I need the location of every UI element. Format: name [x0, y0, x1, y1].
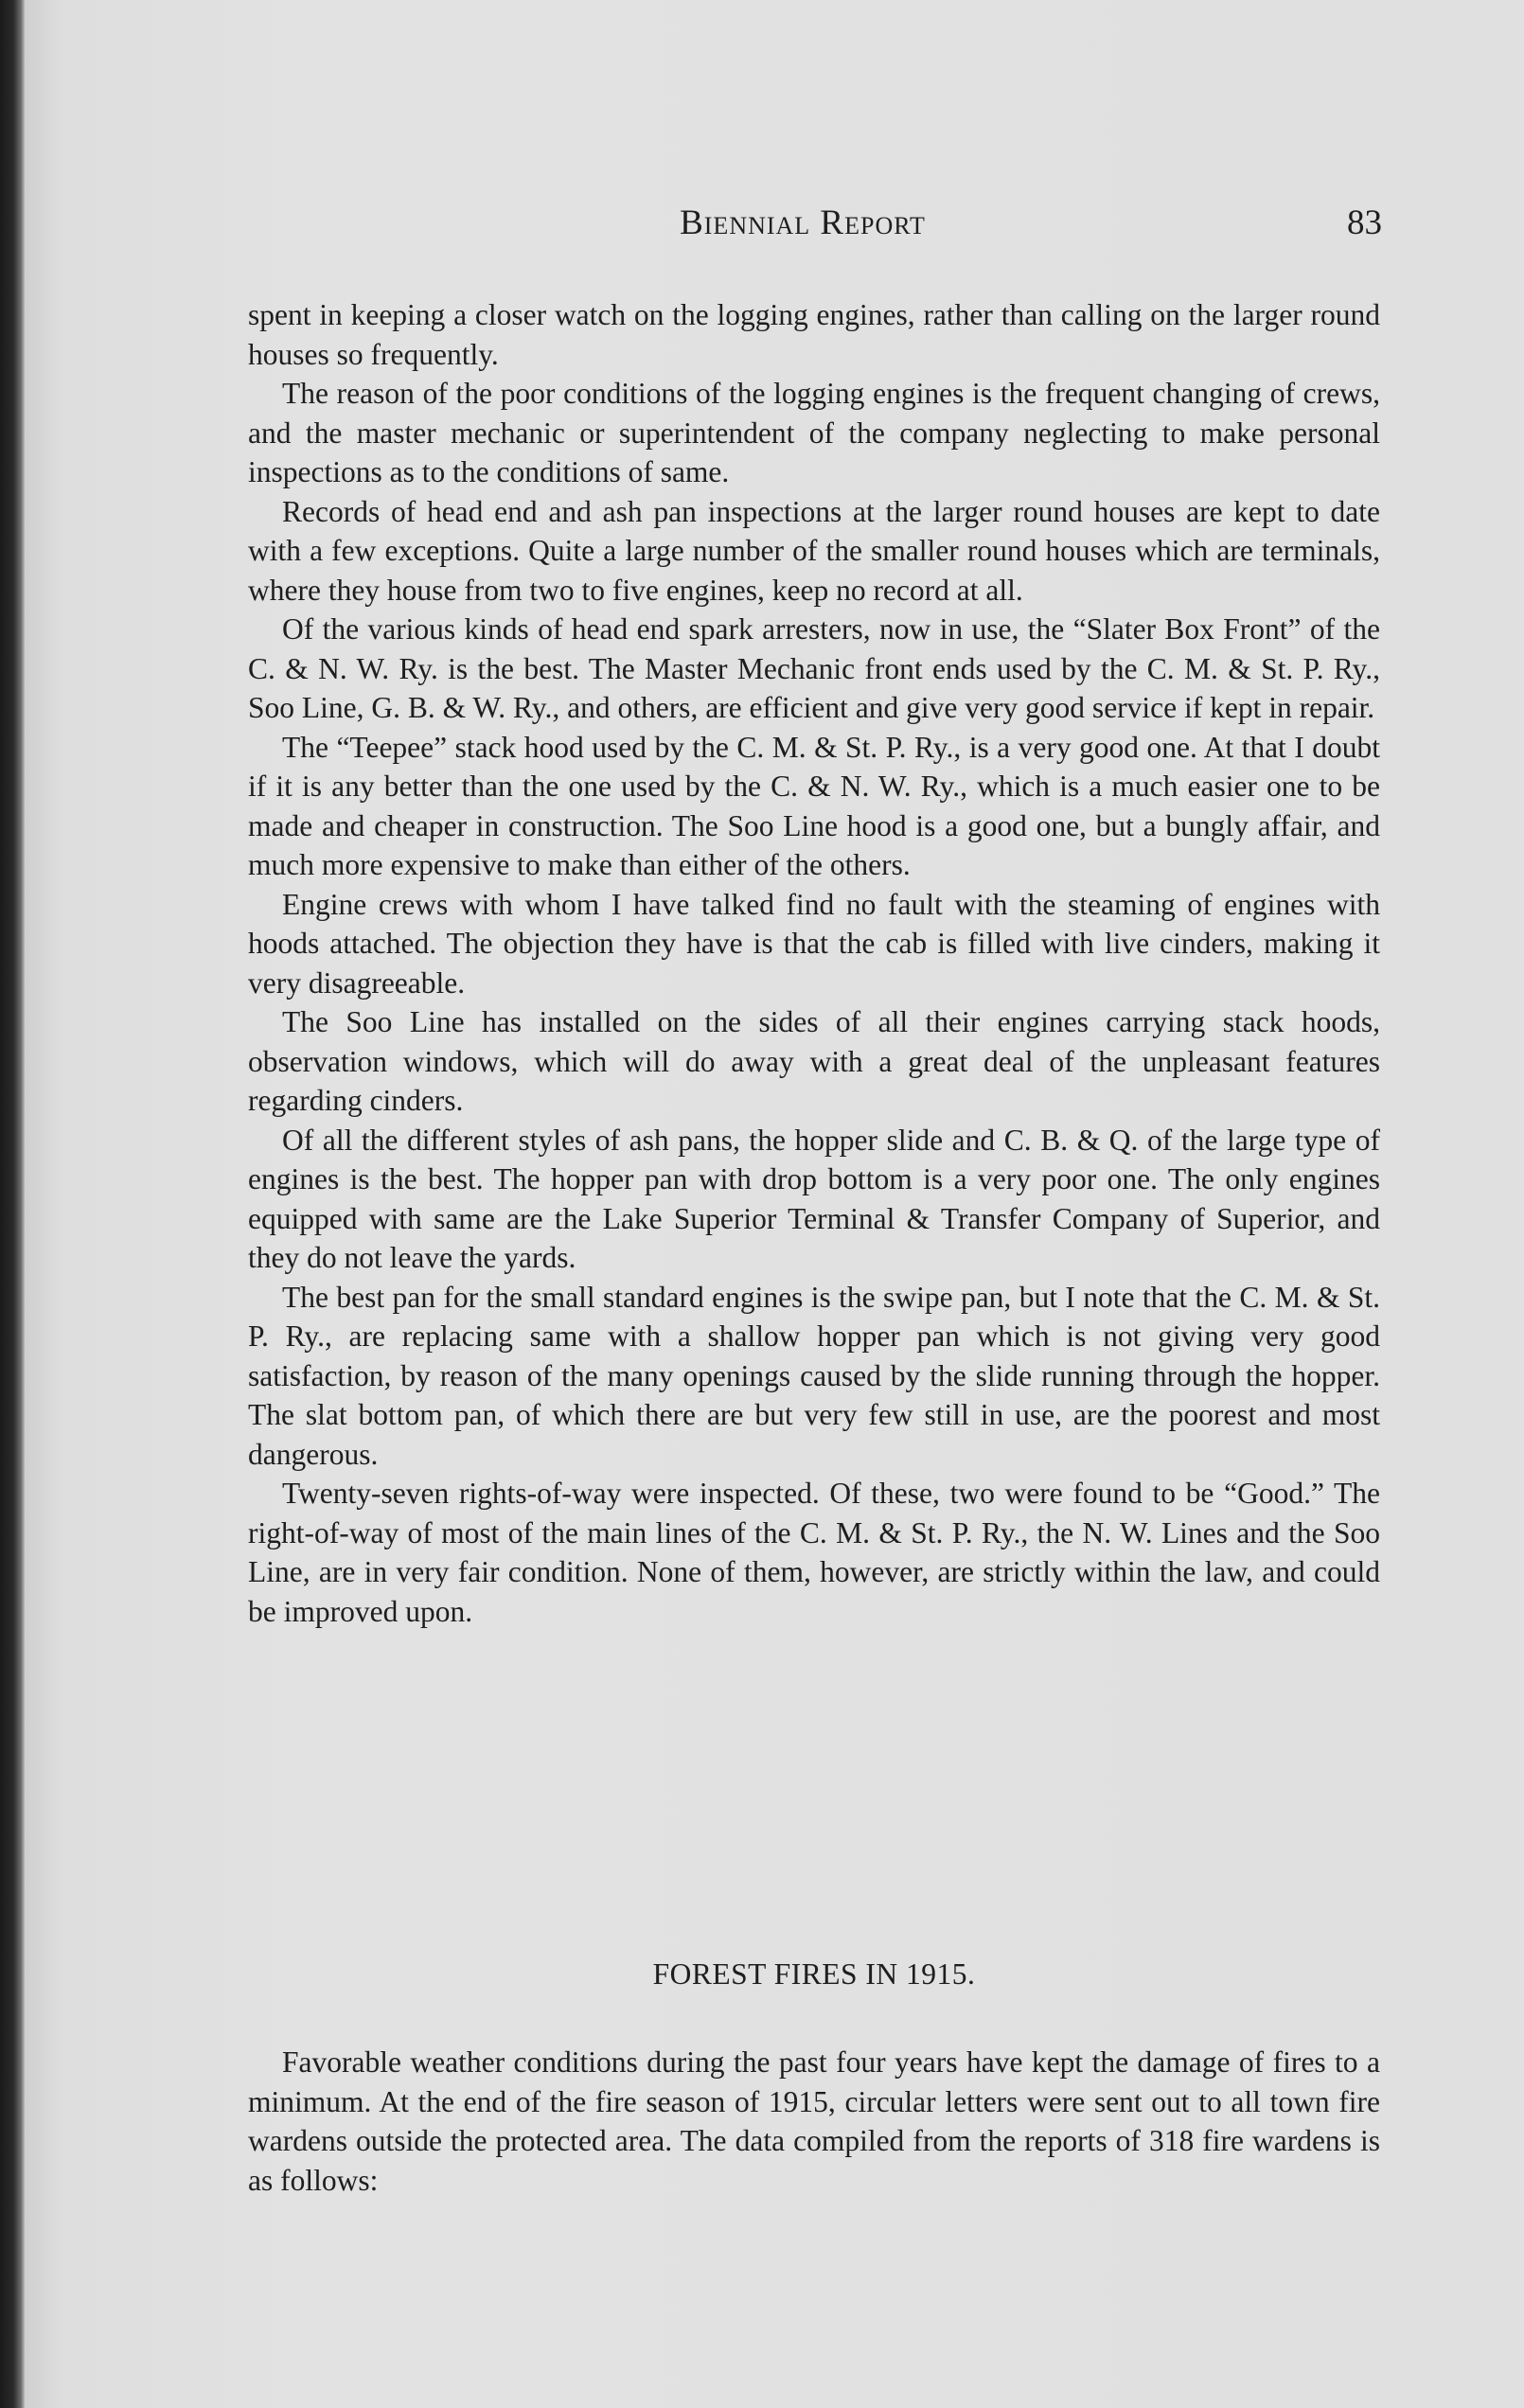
body-text	[248, 295, 1380, 1631]
paragraph-spark-arresters: Of the various kinds of head end spark arresters, now in use, the “Slater Box Front” of the C. & N. W. Ry. is the best. The Master Mechanic front ends used by the C. M. & St. P. Ry., Soo Line, G. B. & W. Ry., and others, are efficient and give very good service if kept in repair.	[248, 612, 1380, 724]
page-header	[223, 203, 1382, 259]
binding-edge	[0, 0, 25, 2408]
paragraph-forest-fires: Favorable weather conditions during the past four years have kept the damage of fires to a minimum. At the end of the fire season of 1915, circular letters were sent out to all town fire wardens outside the protected area. The data compiled from the reports of 318 fire wardens is as follows:	[248, 2045, 1380, 2197]
paragraph-logging-engines: The reason of the poor conditions of the logging engines is the frequent changing of crews, and the master mechanic or superintendent of the company neglecting to make personal inspections as to the conditions of same.	[248, 377, 1380, 488]
paragraph-inspection-records: Records of head end and ash pan inspections at the larger round houses are kept to date with a few exceptions. Quite a large number of the smaller round houses which are terminals, where they house from two to five engines, keep no record at all.	[248, 494, 1380, 607]
book-page	[25, 0, 1524, 2408]
section-text	[248, 2043, 1380, 2200]
paragraph-engine-crews: Engine crews with whom I have talked find no fault with the steaming of engines with hoods attached. The objection they have is that the cab is filled with live cinders, making it very disagreeable.	[248, 887, 1380, 1000]
paragraph-swipe-pan: The best pan for the small standard engines is the swipe pan, but I note that the C. M. & St. P. Ry., are replacing same with a shallow hopper pan which is not giving very good satisfaction, by reason of the many openings caused by the slide running through the hopper. The slat bottom pan, of which there are but very few still in use, are the poorest and most dangerous.	[248, 1280, 1380, 1471]
paragraph-stack-hood: The “Teepee” stack hood used by the C. M. & St. P. Ry., is a very good one. At that I doubt if it is any better than the one used by the C. & N. W. Ry., which is a much easier one to be made and cheaper in construction. The Soo Line hood is a good one, but a bungly affair, and much more expensive to make than either of the others.	[248, 730, 1380, 881]
section-heading: FOREST FIRES IN 1915.	[652, 1957, 976, 1991]
paragraph-continued: spent in keeping a closer watch on the logging engines, rather than calling on the larger round houses so frequently.	[248, 298, 1380, 371]
paragraph-ash-pans: Of all the different styles of ash pans, the hopper slide and C. B. & Q. of the large type of engines is the best. The hopper pan with drop bottom is a very poor one. The only engines equipped with same are the Lake Superior Terminal & Transfer Company of Superior, and they do not leave the yards.	[248, 1123, 1380, 1274]
paragraph-rights-of-way: Twenty-seven rights-of-way were inspected. Of these, two were found to be “Good.” The right-of-way of most of the main lines of the C. M. & St. P. Ry., the N. W. Lines and the Soo Line, are in very fair condition. None of them, however, are strictly within the law, and could be improved upon.	[248, 1477, 1380, 1628]
paragraph-observation-windows: The Soo Line has installed on the sides of all their engines carrying stack hoods, observation windows, which will do away with a great deal of the unpleasant features regarding cinders.	[248, 1005, 1380, 1117]
running-head: Biennial Report	[680, 204, 926, 242]
page-number: 83	[1347, 204, 1382, 242]
